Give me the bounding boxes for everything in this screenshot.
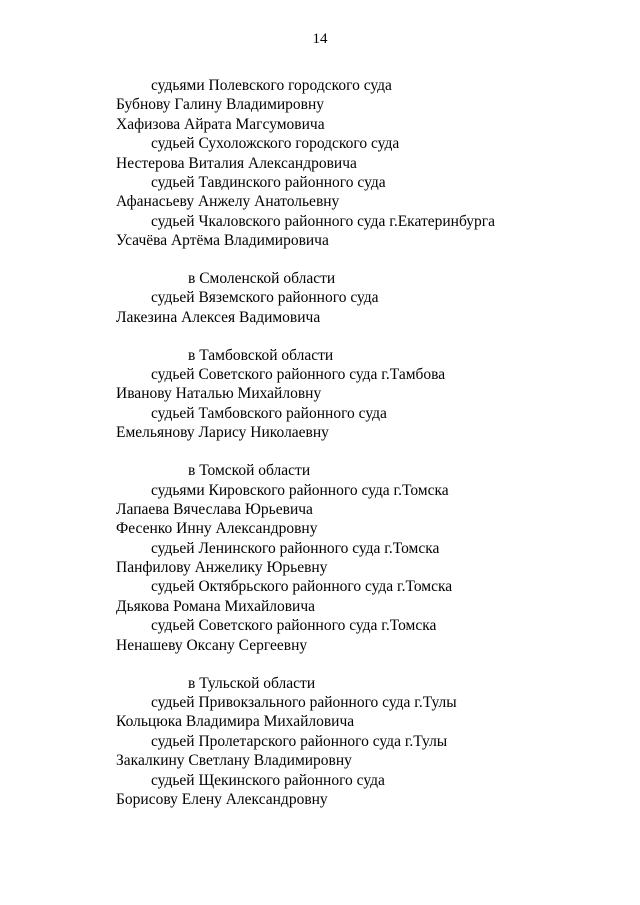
document-section	[116, 443, 626, 655]
judge-name-line: Усачёва Артёма Владимировича	[116, 232, 329, 250]
court-appointment-line: судьей Пролетарского районного суда г.Тулы	[151, 732, 448, 750]
document-section	[116, 76, 626, 251]
judge-name-line: Дьякова Романа Михайловича	[116, 597, 316, 615]
judge-name-line: Хафизова Айрата Магсумовича	[116, 115, 325, 133]
judge-name-line: Бубнову Галину Владимировну	[116, 96, 325, 114]
section-spacer	[116, 655, 626, 674]
judge-name-line: Афанасьеву Анжелу Анатольевну	[116, 193, 340, 211]
court-appointment-line: судьей Чкаловского районного суда г.Екатеринбурга	[151, 212, 495, 230]
judge-name-line: Нестерова Виталия Александровича	[116, 154, 357, 172]
judge-name-line: Ненашеву Оксану Сергеевну	[116, 636, 308, 654]
region-heading: в Тамбовской области	[188, 346, 334, 364]
section-spacer	[116, 443, 626, 462]
judge-name-line: Иванову Наталью Михайловну	[116, 385, 322, 403]
document-body	[116, 76, 626, 809]
court-appointment-line: судьей Щекинского районного суда	[151, 771, 385, 789]
region-heading: в Тульской области	[188, 674, 316, 692]
judge-name-line: Борисову Елену Александровну	[116, 790, 328, 808]
region-heading: в Смоленской области	[188, 270, 336, 288]
court-appointment-line: судьей Советского районного суда г.Томска	[151, 617, 437, 635]
region-heading: в Томской области	[188, 462, 311, 480]
court-appointment-line: судьей Октябрьского районного суда г.Томска	[151, 578, 453, 596]
document-section	[116, 655, 626, 809]
document-section	[116, 327, 626, 442]
judge-name-line: Фесенко Инну Александровну	[116, 520, 318, 538]
page-number: 14	[312, 31, 328, 47]
judge-name-line: Панфилову Анжелику Юрьевну	[116, 559, 328, 577]
court-appointment-line: судьей Привокзального районного суда г.Тулы	[151, 693, 457, 711]
judge-name-line: Закалкину Светлану Владимировну	[116, 752, 352, 770]
court-appointment-line: судьей Ленинского районного суда г.Томска	[151, 539, 440, 557]
judge-name-line: Лакезина Алексея Вадимовича	[116, 308, 321, 326]
court-appointment-line: судьей Тамбовского районного суда	[151, 404, 387, 422]
court-appointment-line: судьями Кировского районного суда г.Томска	[151, 481, 449, 499]
section-spacer	[116, 251, 626, 270]
court-appointment-line: судьей Советского районного суда г.Тамбова	[151, 366, 446, 384]
court-appointment-line: судьей Сухоложского городского суда	[151, 135, 400, 153]
judge-name-line: Лапаева Вячеслава Юрьевича	[116, 500, 313, 518]
court-appointment-line: судьями Полевского городского суда	[151, 77, 392, 94]
court-appointment-line: судьей Вяземского районного суда	[151, 289, 379, 307]
judge-name-line: Емельянову Ларису Николаевну	[116, 424, 329, 442]
section-spacer	[116, 327, 626, 346]
judge-name-line: Кольцюка Владимира Михайловича	[116, 713, 355, 731]
document-section	[116, 251, 626, 328]
court-appointment-line: судьей Тавдинского районного суда	[151, 173, 386, 191]
